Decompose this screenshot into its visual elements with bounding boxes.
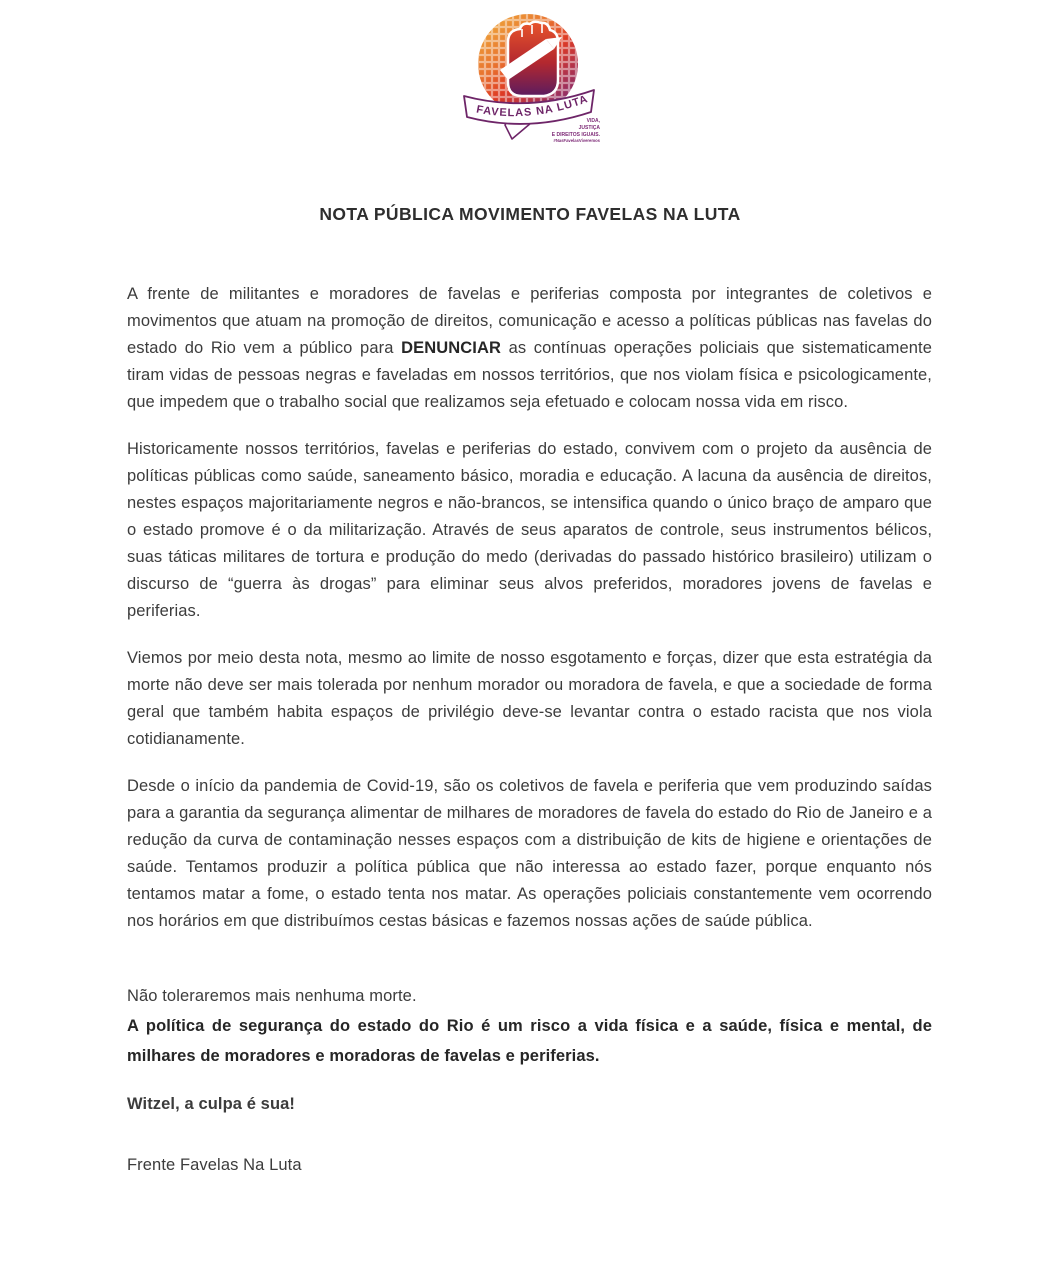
signature: Frente Favelas Na Luta bbox=[127, 1156, 302, 1174]
paragraph-historicamente: Historicamente nossos territórios, favelas e periferias do estado, convivem com o projeto da ausência de políticas públicas como saúde, saneamento básico, moradia e educação. A lacuna da ausência de direitos, nestes espaços majoritariamente negros e não-brancos, se intensifica quando o único braço de amparo que o estado promove é o da militarização. Através de seus aparatos de controle, seus instrumentos bélicos, suas táticas militares de tortura e produção do medo (derivadas do passado histórico brasileiro) utilizam o discurso de “guerra às drogas” para eliminar seus alvos preferidos, moradores jovens de favelas e periferias. bbox=[127, 440, 932, 620]
tagline-line: E DIREITOS IGUAIS. bbox=[551, 132, 600, 138]
logo-tagline bbox=[552, 118, 601, 142]
paragraph-denuncia bbox=[127, 281, 932, 416]
paragraph-text: A frente de militantes e moradores de favelas e periferias composta por integrantes de coletivos e movimentos que atuam na promoção de direitos, comunicação e acesso a políticas públicas nas favelas do estado do Rio vem a público para bbox=[127, 285, 932, 357]
closing-bold-text: A política de segurança do estado do Rio é um risco a vida física e a saúde, física e mental, de milhares de moradores e moradoras de favelas e periferias. bbox=[127, 1017, 932, 1065]
closing-regular-line: Não toleraremos mais nenhuma morte. bbox=[127, 987, 417, 1005]
witzel-line: Witzel, a culpa é sua! bbox=[127, 1095, 296, 1113]
favelas-na-luta-logo bbox=[440, 6, 620, 142]
tagline-line: JUSTIÇA bbox=[578, 125, 600, 131]
denunciar-emphasis: DENUNCIAR bbox=[401, 339, 501, 357]
tagline-line: VIDA, bbox=[586, 118, 600, 124]
closing-statement bbox=[127, 981, 932, 1071]
tagline-hashtag: #NasFavelasViveremos bbox=[553, 138, 600, 142]
paragraph-pandemia: Desde o início da pandemia de Covid-19, são os coletivos de favela e periferia que vem produzindo saídas para a garantia da segurança alimentar de milhares de moradores de favela do estado do Rio de Janeiro e a redução da curva de contaminação nesses espaços com a distribuição de kits de higiene e orientações de saúde. Tentamos produzir a política pública que não interessa ao estado fazer, porque enquanto nós tentamos matar a fome, o estado tenta nos matar. As operações policiais constantemente vem ocorrendo nos horários em que distribuímos cestas básicas e fazemos nossas ações de saúde pública. bbox=[127, 777, 932, 930]
paragraph-text: as contínuas operações policiais que sistematicamente tiram vidas de pessoas negras e faveladas em nossos territórios, que nos violam física e psicologicamente, que impedem que o trabalho social que realizamos seja efetuado e colocam nossa vida em risco. bbox=[127, 339, 932, 411]
document-body bbox=[127, 281, 932, 1179]
banner-text: FAVELAS NA LUTA bbox=[475, 93, 590, 120]
page-title: NOTA PÚBLICA MOVIMENTO FAVELAS NA LUTA bbox=[319, 204, 741, 224]
raised-fist-icon bbox=[500, 22, 562, 96]
paragraph-viemos: Viemos por meio desta nota, mesmo ao limite de nosso esgotamento e forças, dizer que esta estratégia da morte não deve ser mais tolerada por nenhum morador ou moradora de favela, e que a sociedade de forma geral que também habita espaços de privilégio deve-se levantar contra o estado racista que nos viola cotidianamente. bbox=[127, 649, 932, 748]
logo bbox=[0, 0, 1060, 146]
